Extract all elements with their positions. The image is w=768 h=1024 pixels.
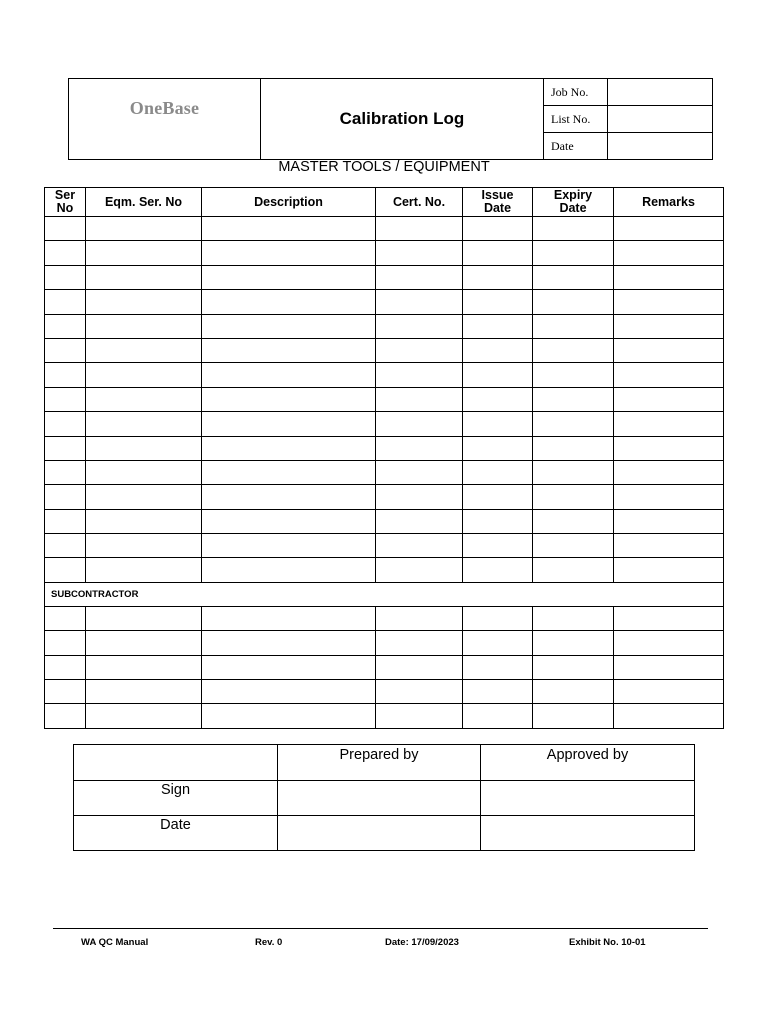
description-cell[interactable] xyxy=(202,436,376,460)
description-cell[interactable] xyxy=(202,363,376,387)
expiry-date-cell[interactable] xyxy=(533,704,614,728)
eqm-ser-no-cell[interactable] xyxy=(86,631,202,655)
issue-date-cell[interactable] xyxy=(463,704,533,728)
cert-no-cell[interactable] xyxy=(376,241,463,265)
ser-no-cell[interactable] xyxy=(45,436,86,460)
cert-no-cell[interactable] xyxy=(376,363,463,387)
description-cell[interactable] xyxy=(202,655,376,679)
remarks-cell[interactable] xyxy=(614,558,724,582)
description-cell[interactable] xyxy=(202,631,376,655)
master-table-row xyxy=(45,534,724,558)
ser-no-cell[interactable] xyxy=(45,363,86,387)
eqm-ser-no-cell[interactable] xyxy=(86,460,202,484)
expiry-date-cell[interactable] xyxy=(533,655,614,679)
remarks-cell[interactable] xyxy=(614,606,724,630)
expiry-date-cell[interactable] xyxy=(533,241,614,265)
ser-no-cell[interactable] xyxy=(45,387,86,411)
eqm-ser-no-cell[interactable] xyxy=(86,534,202,558)
cert-no-cell[interactable] xyxy=(376,558,463,582)
issue-date-cell[interactable] xyxy=(463,558,533,582)
master-table-row xyxy=(45,558,724,582)
ser-no-cell[interactable] xyxy=(45,412,86,436)
remarks-cell[interactable] xyxy=(614,217,724,241)
description-cell[interactable] xyxy=(202,460,376,484)
footer-manual: WA QC Manual xyxy=(81,937,149,948)
section-subtitle: MASTER TOOLS / EQUIPMENT xyxy=(278,159,490,175)
ser-no-cell[interactable] xyxy=(45,460,86,484)
master-table-row xyxy=(45,338,724,362)
subcontractor-table-row xyxy=(45,655,724,679)
sign-row-label: Sign xyxy=(74,781,278,816)
eqm-ser-no-cell[interactable] xyxy=(86,387,202,411)
expiry-date-cell[interactable] xyxy=(533,509,614,533)
issue-date-cell[interactable] xyxy=(463,387,533,411)
ser-no-cell[interactable] xyxy=(45,606,86,630)
remarks-cell[interactable] xyxy=(614,363,724,387)
prepared-by-header: Prepared by xyxy=(278,745,481,781)
subcontractor-table-row xyxy=(45,606,724,630)
remarks-cell[interactable] xyxy=(614,338,724,362)
ser-no-cell[interactable] xyxy=(45,534,86,558)
master-tools-rows xyxy=(45,217,724,583)
issue-date-cell[interactable] xyxy=(463,680,533,704)
remarks-cell[interactable] xyxy=(614,534,724,558)
ser-no-cell[interactable] xyxy=(45,631,86,655)
prepared-by-date-field[interactable] xyxy=(278,816,481,851)
remarks-cell[interactable] xyxy=(614,241,724,265)
ser-no-cell[interactable] xyxy=(45,680,86,704)
issue-date-cell[interactable] xyxy=(463,217,533,241)
cert-no-cell[interactable] xyxy=(376,704,463,728)
form-title: Calibration Log xyxy=(339,109,465,128)
eqm-ser-no-cell[interactable] xyxy=(86,290,202,314)
issue-date-cell[interactable] xyxy=(463,460,533,484)
issue-date-cell[interactable] xyxy=(463,265,533,289)
description-cell[interactable] xyxy=(202,217,376,241)
form-header xyxy=(68,78,713,160)
title-cell xyxy=(261,79,544,160)
expiry-date-cell[interactable] xyxy=(533,314,614,338)
master-table-row xyxy=(45,460,724,484)
expiry-date-cell[interactable] xyxy=(533,338,614,362)
description-cell[interactable] xyxy=(202,485,376,509)
expiry-date-cell[interactable] xyxy=(533,680,614,704)
expiry-date-cell[interactable] xyxy=(533,265,614,289)
remarks-cell[interactable] xyxy=(614,436,724,460)
ser-no-cell[interactable] xyxy=(45,509,86,533)
master-table-row xyxy=(45,363,724,387)
remarks-cell[interactable] xyxy=(614,387,724,411)
remarks-cell[interactable] xyxy=(614,265,724,289)
ser-no-cell[interactable] xyxy=(45,241,86,265)
remarks-cell[interactable] xyxy=(614,680,724,704)
description-cell[interactable] xyxy=(202,387,376,411)
ser-no-cell[interactable] xyxy=(45,265,86,289)
issue-date-cell[interactable] xyxy=(463,314,533,338)
expiry-date-cell[interactable] xyxy=(533,606,614,630)
expiry-date-cell[interactable] xyxy=(533,631,614,655)
logo-cell xyxy=(69,79,261,160)
remarks-cell[interactable] xyxy=(614,290,724,314)
expiry-date-cell[interactable] xyxy=(533,436,614,460)
eqm-ser-no-cell[interactable] xyxy=(86,606,202,630)
cert-no-cell[interactable] xyxy=(376,631,463,655)
remarks-cell[interactable] xyxy=(614,485,724,509)
ser-no-cell[interactable] xyxy=(45,704,86,728)
issue-date-cell[interactable] xyxy=(463,509,533,533)
description-cell[interactable] xyxy=(202,534,376,558)
cert-no-cell[interactable] xyxy=(376,534,463,558)
remarks-cell[interactable] xyxy=(614,509,724,533)
expiry-date-cell[interactable] xyxy=(533,412,614,436)
eqm-ser-no-cell[interactable] xyxy=(86,412,202,436)
cert-no-cell[interactable] xyxy=(376,412,463,436)
job-no-field[interactable] xyxy=(608,79,713,106)
issue-date-cell[interactable] xyxy=(463,655,533,679)
col-header-eqm-ser-no: Eqm. Ser. No xyxy=(86,188,202,217)
description-cell[interactable] xyxy=(202,606,376,630)
master-table-row xyxy=(45,509,724,533)
cert-no-cell[interactable] xyxy=(376,338,463,362)
eqm-ser-no-cell[interactable] xyxy=(86,363,202,387)
issue-date-cell[interactable] xyxy=(463,485,533,509)
col-header-expiry-date: Expiry Date xyxy=(533,188,614,217)
description-cell[interactable] xyxy=(202,509,376,533)
ser-no-cell[interactable] xyxy=(45,558,86,582)
master-table-row xyxy=(45,412,724,436)
remarks-cell[interactable] xyxy=(614,412,724,436)
expiry-date-cell[interactable] xyxy=(533,558,614,582)
description-cell[interactable] xyxy=(202,558,376,582)
eqm-ser-no-cell[interactable] xyxy=(86,704,202,728)
eqm-ser-no-cell[interactable] xyxy=(86,680,202,704)
subcontractor-rows xyxy=(45,606,724,728)
approved-by-sign-field[interactable] xyxy=(481,781,695,816)
footer-divider xyxy=(53,928,708,929)
ser-no-cell[interactable] xyxy=(45,485,86,509)
description-cell[interactable] xyxy=(202,265,376,289)
ser-no-cell[interactable] xyxy=(45,290,86,314)
remarks-cell[interactable] xyxy=(614,631,724,655)
description-cell[interactable] xyxy=(202,290,376,314)
description-cell[interactable] xyxy=(202,314,376,338)
cert-no-cell[interactable] xyxy=(376,680,463,704)
issue-date-cell[interactable] xyxy=(463,241,533,265)
description-cell[interactable] xyxy=(202,241,376,265)
expiry-date-cell[interactable] xyxy=(533,387,614,411)
issue-date-cell[interactable] xyxy=(463,338,533,362)
master-table-row xyxy=(45,241,724,265)
cert-no-cell[interactable] xyxy=(376,217,463,241)
remarks-cell[interactable] xyxy=(614,460,724,484)
eqm-ser-no-cell[interactable] xyxy=(86,338,202,362)
calibration-log-table xyxy=(44,187,724,729)
eqm-ser-no-cell[interactable] xyxy=(86,436,202,460)
signoff-table xyxy=(73,744,695,851)
list-no-label: List No. xyxy=(544,106,608,133)
company-logo: OneBase xyxy=(129,98,200,118)
expiry-date-cell[interactable] xyxy=(533,290,614,314)
col-header-ser-no: Ser No xyxy=(45,188,86,217)
eqm-ser-no-cell[interactable] xyxy=(86,509,202,533)
footer-exhibit: Exhibit No. 10-01 xyxy=(569,937,646,948)
approved-by-date-field[interactable] xyxy=(481,816,695,851)
remarks-cell[interactable] xyxy=(614,704,724,728)
description-cell[interactable] xyxy=(202,338,376,362)
description-cell[interactable] xyxy=(202,412,376,436)
col-header-cert-no: Cert. No. xyxy=(376,188,463,217)
subcontractor-table-row xyxy=(45,631,724,655)
ser-no-cell[interactable] xyxy=(45,655,86,679)
master-table-row xyxy=(45,265,724,289)
issue-date-cell[interactable] xyxy=(463,631,533,655)
subcontractor-table-row xyxy=(45,680,724,704)
cert-no-cell[interactable] xyxy=(376,436,463,460)
cert-no-cell[interactable] xyxy=(376,314,463,338)
job-no-label: Job No. xyxy=(544,79,608,106)
footer-date: Date: 17/09/2023 xyxy=(385,937,459,948)
expiry-date-cell[interactable] xyxy=(533,485,614,509)
issue-date-cell[interactable] xyxy=(463,290,533,314)
remarks-cell[interactable] xyxy=(614,655,724,679)
cert-no-cell[interactable] xyxy=(376,290,463,314)
eqm-ser-no-cell[interactable] xyxy=(86,314,202,338)
cert-no-cell[interactable] xyxy=(376,655,463,679)
ser-no-cell[interactable] xyxy=(45,338,86,362)
col-header-description: Description xyxy=(202,188,376,217)
eqm-ser-no-cell[interactable] xyxy=(86,558,202,582)
cert-no-cell[interactable] xyxy=(376,460,463,484)
col-header-remarks: Remarks xyxy=(614,188,724,217)
eqm-ser-no-cell[interactable] xyxy=(86,265,202,289)
issue-date-cell[interactable] xyxy=(463,363,533,387)
col-header-issue-date: Issue Date xyxy=(463,188,533,217)
issue-date-cell[interactable] xyxy=(463,534,533,558)
list-no-field[interactable] xyxy=(608,106,713,133)
master-table-row xyxy=(45,314,724,338)
cert-no-cell[interactable] xyxy=(376,509,463,533)
master-table-row xyxy=(45,217,724,241)
eqm-ser-no-cell[interactable] xyxy=(86,655,202,679)
date-label: Date xyxy=(544,133,608,160)
expiry-date-cell[interactable] xyxy=(533,460,614,484)
cert-no-cell[interactable] xyxy=(376,485,463,509)
prepared-by-sign-field[interactable] xyxy=(278,781,481,816)
expiry-date-cell[interactable] xyxy=(533,363,614,387)
issue-date-cell[interactable] xyxy=(463,606,533,630)
expiry-date-cell[interactable] xyxy=(533,534,614,558)
signoff-corner xyxy=(74,745,278,781)
ser-no-cell[interactable] xyxy=(45,217,86,241)
eqm-ser-no-cell[interactable] xyxy=(86,217,202,241)
date-field[interactable] xyxy=(608,133,713,160)
cert-no-cell[interactable] xyxy=(376,606,463,630)
subcontractor-section xyxy=(45,582,724,606)
issue-date-cell[interactable] xyxy=(463,412,533,436)
remarks-cell[interactable] xyxy=(614,314,724,338)
master-table-row xyxy=(45,485,724,509)
ser-no-cell[interactable] xyxy=(45,314,86,338)
expiry-date-cell[interactable] xyxy=(533,217,614,241)
table-header-row xyxy=(45,188,724,217)
eqm-ser-no-cell[interactable] xyxy=(86,241,202,265)
master-table-row xyxy=(45,436,724,460)
subcontractor-label: SUBCONTRACTOR xyxy=(45,582,724,606)
footer-revision: Rev. 0 xyxy=(255,937,283,948)
cert-no-cell[interactable] xyxy=(376,265,463,289)
description-cell[interactable] xyxy=(202,680,376,704)
master-table-row xyxy=(45,290,724,314)
eqm-ser-no-cell[interactable] xyxy=(86,485,202,509)
approved-by-header: Approved by xyxy=(481,745,695,781)
description-cell[interactable] xyxy=(202,704,376,728)
cert-no-cell[interactable] xyxy=(376,387,463,411)
issue-date-cell[interactable] xyxy=(463,436,533,460)
subcontractor-table-row xyxy=(45,704,724,728)
master-table-row xyxy=(45,387,724,411)
date-row-label: Date xyxy=(74,816,278,851)
